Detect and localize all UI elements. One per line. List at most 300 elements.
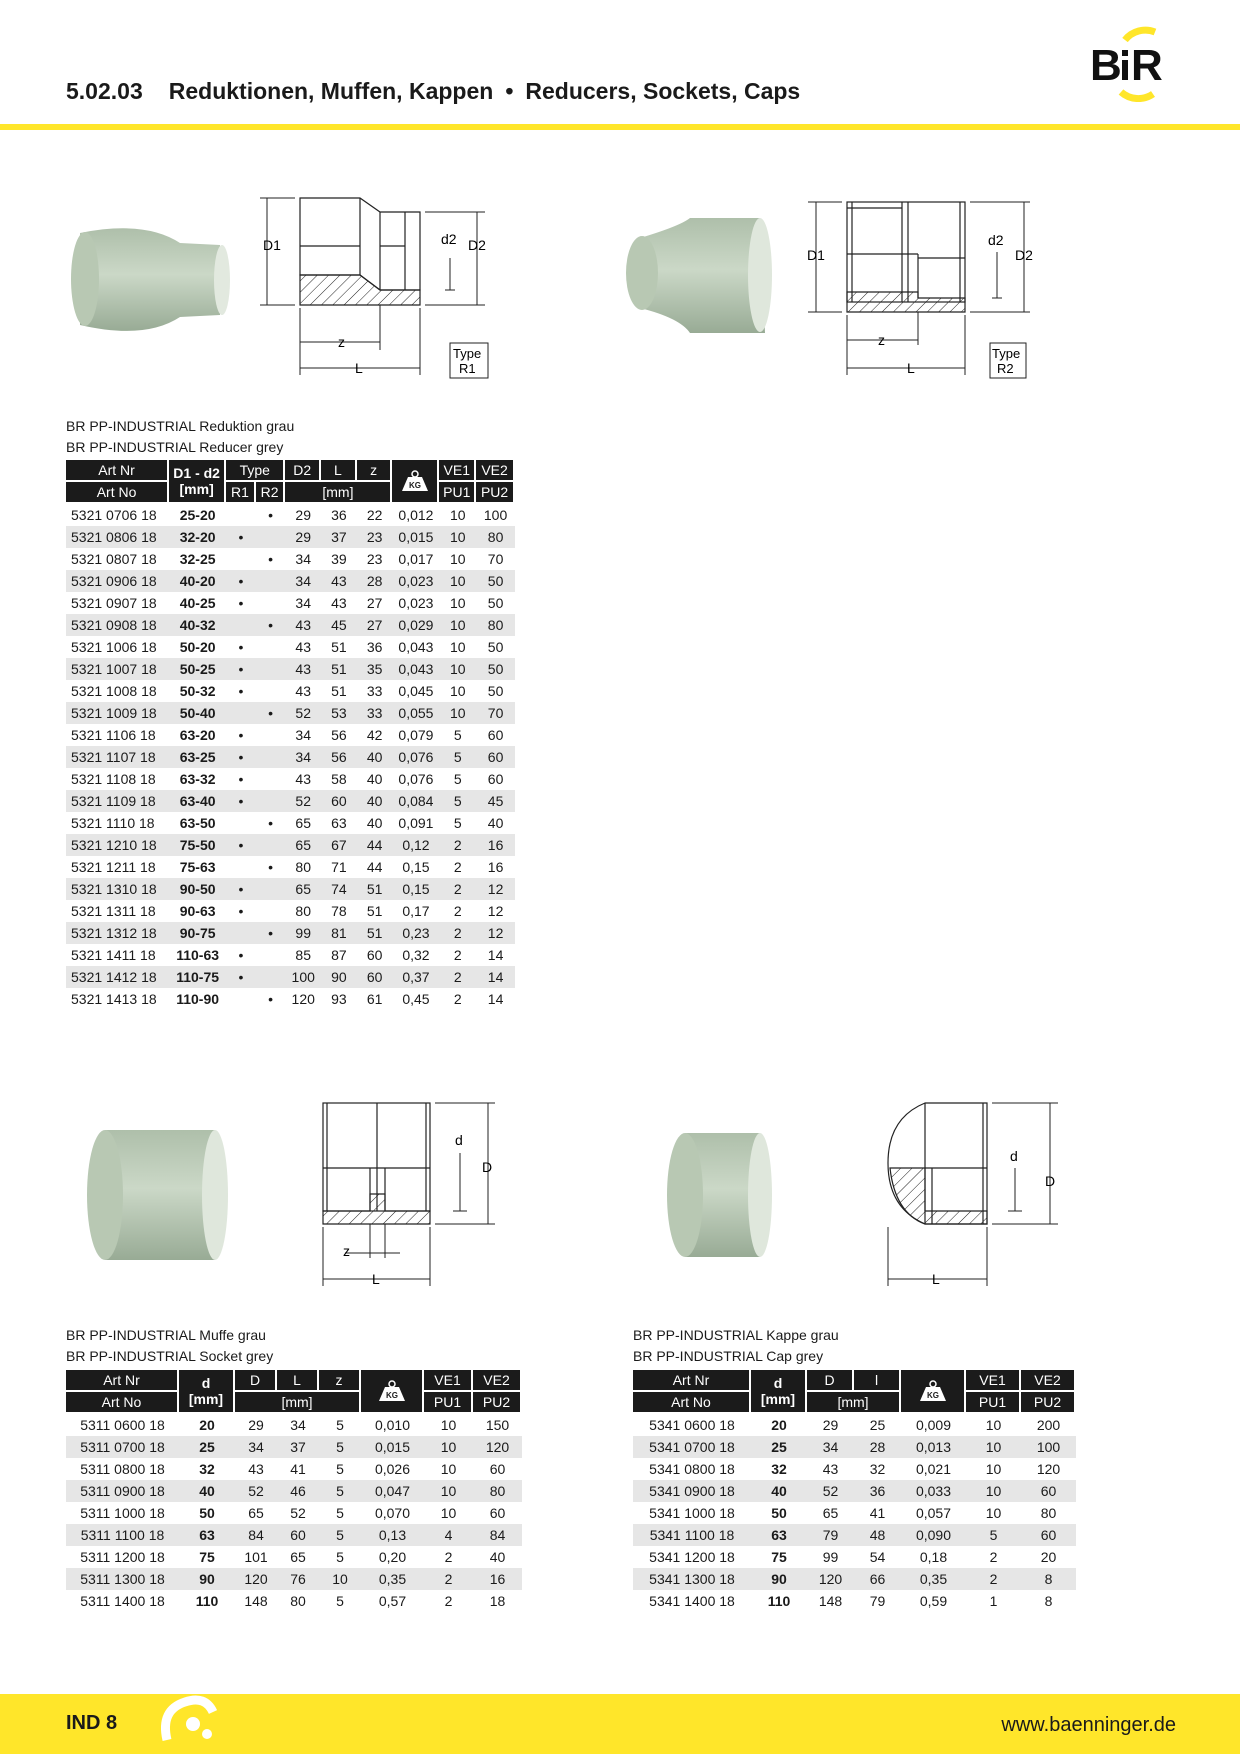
cell-kg: 0,076: [392, 746, 439, 768]
cell-D2: 65: [285, 878, 321, 900]
col-weight: [392, 460, 439, 504]
cell-ve2: 70: [476, 702, 515, 724]
cell-ve2: 16: [487, 859, 504, 875]
reducer-r2-drawing: [800, 190, 1045, 385]
socket-caption-de: BR PP-INDUSTRIAL Muffe grau: [66, 1327, 266, 1343]
cell-kg: 0,015: [361, 1436, 424, 1458]
cell-dim: 50-20: [179, 639, 216, 655]
cell-art: 5341 1000 18: [649, 1505, 735, 1521]
cell-r2: •: [256, 922, 286, 944]
cell-D2: 120: [291, 991, 315, 1007]
cell-d: 63: [179, 1524, 235, 1546]
cell-l: 28: [854, 1436, 901, 1458]
cell-D: 65: [248, 1505, 264, 1521]
cell-art: 5321 1107 18: [66, 746, 169, 768]
cell-ve2: 80: [476, 526, 515, 548]
cell-r2: [256, 724, 286, 746]
cell-r1: [226, 702, 256, 724]
cell-z: 5: [336, 1593, 344, 1609]
cell-ve2: 60: [489, 1461, 506, 1477]
reducer-r2-photo: [620, 208, 775, 343]
cell-r1: [226, 856, 256, 878]
col-pu2: PU2: [476, 482, 515, 504]
cell-z: 36: [366, 639, 383, 655]
cell-ve1: 10: [985, 1417, 1002, 1433]
cell-dim: 40-32: [169, 614, 226, 636]
cell-art: 5321 1211 18: [71, 859, 156, 875]
cell-z: 5: [319, 1480, 361, 1502]
cell-z: 5: [336, 1417, 344, 1433]
cell-l: 32: [869, 1461, 886, 1477]
cell-d: 40: [751, 1480, 807, 1502]
cell-r1: •: [226, 966, 256, 988]
cell-r1: •: [226, 526, 256, 548]
cell-kg: 0,35: [361, 1568, 424, 1590]
cell-kg: 0,055: [392, 702, 439, 724]
socket-photo: [85, 1125, 235, 1265]
col-mm: [mm]: [285, 482, 392, 504]
cell-ve2: 16: [476, 834, 515, 856]
dim-z: z: [343, 1243, 350, 1259]
cell-D: 29: [248, 1417, 264, 1433]
cell-ve1: 10: [439, 570, 476, 592]
col-r2: R2: [256, 482, 286, 504]
cell-d: 20: [199, 1417, 215, 1433]
cell-ve2: 70: [487, 551, 504, 567]
svg-text:B: B: [1090, 41, 1122, 90]
cell-D2: 43: [285, 614, 321, 636]
cell-ve2: 120: [473, 1436, 522, 1458]
cell-art: 5311 0900 18: [66, 1480, 179, 1502]
cell-kg: 0,012: [398, 507, 434, 523]
col-mm: [mm]: [807, 1392, 901, 1414]
dim-d2: d2: [441, 231, 457, 247]
reducer-r1-photo: [70, 215, 235, 345]
cell-ve1: 10: [424, 1436, 473, 1458]
cell-kg: 0,23: [392, 922, 439, 944]
cell-r1: •: [238, 683, 244, 699]
dim-D1: D1: [263, 237, 281, 253]
cell-kg: 0,029: [392, 614, 439, 636]
cell-r2: [256, 680, 286, 702]
col-d: d [mm]: [179, 1370, 235, 1414]
cell-kg: 0,009: [915, 1417, 952, 1433]
table-row: [66, 636, 515, 658]
table-row: [633, 1546, 1076, 1568]
cell-d: 25: [751, 1436, 807, 1458]
col-art-nr: Art Nr: [66, 1370, 179, 1392]
table-row: [633, 1568, 1076, 1590]
cell-ve1: 5: [439, 790, 476, 812]
col-art-nr: Art Nr: [633, 1370, 751, 1392]
cell-L: 37: [277, 1436, 319, 1458]
col-art-no: Art No: [66, 1392, 179, 1414]
cell-art: 5311 0700 18: [66, 1436, 179, 1458]
cell-L: 51: [321, 658, 357, 680]
cell-ve2: 50: [487, 683, 504, 699]
cell-d: 90: [179, 1568, 235, 1590]
col-D: D: [235, 1370, 277, 1392]
cell-r2: [256, 944, 286, 966]
cell-dim: 32-25: [179, 551, 216, 567]
cell-r1: •: [238, 903, 244, 919]
cell-D2: 99: [285, 922, 321, 944]
cell-z: 51: [366, 903, 383, 919]
cell-D: 34: [235, 1436, 277, 1458]
cell-d: 32: [771, 1461, 787, 1477]
cap-photo: [665, 1125, 775, 1265]
cell-r2: [256, 900, 286, 922]
col-L: L: [277, 1370, 319, 1392]
cell-D2: 100: [285, 966, 321, 988]
cell-r1: •: [238, 639, 244, 655]
table-row: [66, 592, 515, 614]
table-row: [66, 768, 515, 790]
cap-caption-de: BR PP-INDUSTRIAL Kappe grau: [633, 1327, 839, 1343]
svg-text:KG: KG: [385, 1391, 398, 1400]
page-number: IND 8: [66, 1712, 118, 1734]
cell-D: 34: [807, 1436, 854, 1458]
cell-L: 87: [331, 947, 347, 963]
cell-r2: [256, 878, 286, 900]
cell-art: 5321 1312 18: [66, 922, 169, 944]
cell-r1: •: [238, 727, 244, 743]
cell-ve1: 5: [453, 771, 462, 787]
cell-L: 36: [331, 507, 347, 523]
cell-D2: 34: [295, 727, 311, 743]
table-row: [66, 1590, 522, 1612]
cell-art: 5321 0706 18: [71, 507, 157, 523]
cell-art: 5321 0806 18: [66, 526, 169, 548]
table-row: [633, 1524, 1076, 1546]
cell-dim: 63-20: [179, 727, 216, 743]
header-rule: [0, 124, 1240, 130]
cell-art: 5321 1412 18: [66, 966, 169, 988]
cell-r2: •: [268, 815, 274, 831]
cell-ve2: 14: [487, 947, 504, 963]
cell-kg: 0,15: [392, 878, 439, 900]
cell-kg: 0,090: [901, 1524, 966, 1546]
cell-r1: •: [238, 595, 244, 611]
svg-text:R: R: [1131, 41, 1163, 90]
cell-z: 40: [357, 790, 393, 812]
type-label: Type: [992, 346, 1021, 361]
cell-dim: 40-20: [169, 570, 226, 592]
cell-ve1: 10: [439, 702, 476, 724]
cell-ve2: 40: [489, 1549, 506, 1565]
cell-ve1: 4: [424, 1524, 473, 1546]
cell-r1: [226, 922, 256, 944]
cell-art: 5321 0807 18: [71, 551, 157, 567]
cell-art: 5341 1200 18: [649, 1549, 735, 1565]
table-row: [633, 1502, 1076, 1524]
cell-ve2: 12: [487, 903, 504, 919]
cell-z: 61: [366, 991, 383, 1007]
table-row: [66, 614, 515, 636]
table-row: [66, 922, 515, 944]
cell-ve1: 10: [440, 1461, 457, 1477]
cell-kg: 0,084: [392, 790, 439, 812]
cell-ve2: 100: [1021, 1436, 1076, 1458]
cell-L: 43: [321, 570, 357, 592]
cell-ve2: 84: [473, 1524, 522, 1546]
cell-D: 148: [818, 1593, 843, 1609]
cell-z: 51: [357, 922, 393, 944]
dim-L: L: [372, 1271, 380, 1287]
cell-kg: 0,045: [398, 683, 434, 699]
cell-ve2: 8: [1021, 1568, 1076, 1590]
cell-z: 10: [319, 1568, 361, 1590]
col-D: D: [807, 1370, 854, 1392]
cell-art: 5321 1106 18: [71, 727, 156, 743]
cell-D: 65: [822, 1505, 839, 1521]
cell-art: 5311 0800 18: [80, 1461, 165, 1477]
cell-ve1: 10: [440, 1505, 457, 1521]
cell-L: 34: [290, 1417, 306, 1433]
cell-r1: [226, 812, 256, 834]
svg-text:KG: KG: [408, 481, 421, 490]
cell-r2: [256, 746, 286, 768]
cell-ve1: 10: [439, 658, 476, 680]
cell-l: 79: [869, 1593, 886, 1609]
socket-table: [66, 1370, 522, 1612]
cell-d: 50: [771, 1505, 787, 1521]
table-row: [66, 746, 515, 768]
table-row: [633, 1436, 1076, 1458]
table-row: [66, 1524, 522, 1546]
dim-z: z: [878, 332, 885, 348]
table-row: [633, 1590, 1076, 1612]
cell-dim: 32-20: [169, 526, 226, 548]
col-pu1: PU1: [424, 1392, 473, 1414]
cell-l: 48: [854, 1524, 901, 1546]
reducer-r1-drawing: [255, 190, 500, 385]
cell-kg: 0,12: [392, 834, 439, 856]
cell-art: 5341 0700 18: [633, 1436, 751, 1458]
cell-ve1: 2: [453, 991, 462, 1007]
website-link[interactable]: www.baenninger.de: [1001, 1714, 1176, 1736]
cell-L: 58: [331, 771, 347, 787]
cell-L: 45: [321, 614, 357, 636]
cell-kg: 0,079: [398, 727, 434, 743]
cell-ve1: 10: [440, 1417, 457, 1433]
table-row: [633, 1458, 1076, 1480]
cell-art: 5321 1009 18: [66, 702, 169, 724]
cell-r2: •: [268, 507, 274, 523]
col-mm: [mm]: [235, 1392, 361, 1414]
cell-ve2: 60: [489, 1505, 506, 1521]
col-ve1: VE1: [424, 1370, 473, 1392]
col-pu2: PU2: [1021, 1392, 1076, 1414]
cell-D2: 34: [295, 595, 311, 611]
table-row: [66, 570, 515, 592]
cell-art: 5341 1400 18: [649, 1593, 735, 1609]
cell-ve2: 45: [476, 790, 515, 812]
cell-d: 32: [199, 1461, 215, 1477]
reducer-caption: [66, 416, 294, 458]
cell-ve1: 2: [444, 1549, 453, 1565]
cell-ve1: 10: [985, 1461, 1002, 1477]
cell-r2: [256, 658, 286, 680]
cell-dim: 110-90: [176, 991, 220, 1007]
cell-kg: 0,070: [374, 1505, 411, 1521]
cell-D: 43: [248, 1461, 264, 1477]
cell-dim: 110-75: [169, 966, 226, 988]
cell-l: 25: [869, 1417, 886, 1433]
table-row: [66, 856, 515, 878]
cell-kg: 0,043: [398, 639, 434, 655]
socket-caption: [66, 1325, 273, 1367]
cell-D2: 52: [285, 702, 321, 724]
svg-text:KG: KG: [926, 1391, 939, 1400]
cap-drawing: [880, 1098, 1070, 1293]
cell-r1: •: [226, 658, 256, 680]
col-pu2: PU2: [473, 1392, 522, 1414]
cell-ve1: 2: [424, 1568, 473, 1590]
cell-art: 5321 1210 18: [66, 834, 169, 856]
cell-kg: 0,37: [392, 966, 439, 988]
cell-r1: •: [226, 570, 256, 592]
cell-L: 80: [290, 1593, 306, 1609]
cell-D: 52: [235, 1480, 277, 1502]
cell-z: 28: [357, 570, 393, 592]
dim-D2: D2: [1015, 247, 1033, 263]
cap-caption: [633, 1325, 839, 1367]
cell-D2: 29: [285, 526, 321, 548]
cell-dim: 75-50: [169, 834, 226, 856]
cell-L: 51: [331, 683, 347, 699]
cell-r2: [256, 790, 286, 812]
cell-kg: 0,026: [374, 1461, 411, 1477]
table-row: [66, 504, 515, 526]
cell-D: 84: [235, 1524, 277, 1546]
socket-caption-en: BR PP-INDUSTRIAL Socket grey: [66, 1348, 274, 1364]
cell-ve1: 2: [439, 878, 476, 900]
cell-r2: •: [256, 614, 286, 636]
cell-r1: [226, 614, 256, 636]
cell-d: 110: [195, 1593, 219, 1609]
cell-ve1: 10: [449, 595, 466, 611]
col-pu1: PU1: [966, 1392, 1021, 1414]
cell-ve2: 40: [487, 815, 504, 831]
cell-ve1: 5: [453, 815, 462, 831]
table-row: [66, 1458, 522, 1480]
col-type: Type: [226, 460, 285, 482]
cell-D: 148: [244, 1593, 268, 1609]
cell-kg: 0,20: [378, 1549, 407, 1565]
cell-z: 35: [357, 658, 393, 680]
cell-z: 33: [357, 702, 393, 724]
table-row: [66, 1546, 522, 1568]
cell-ve1: 10: [439, 526, 476, 548]
cell-z: 40: [366, 815, 383, 831]
col-ve2: VE2: [1021, 1370, 1076, 1392]
cell-L: 37: [321, 526, 357, 548]
cell-l: 41: [869, 1505, 886, 1521]
cell-ve2: 8: [1044, 1593, 1053, 1609]
cell-ve1: 1: [989, 1593, 998, 1609]
cell-dim: 50-25: [169, 658, 226, 680]
weight-icon: [377, 1380, 407, 1402]
page-title: [66, 78, 800, 105]
cell-dim: 25-20: [179, 507, 216, 523]
cell-z: 23: [366, 551, 383, 567]
cell-z: 27: [357, 614, 393, 636]
cell-art: 5321 1109 18: [66, 790, 169, 812]
cell-dim: 63-32: [179, 771, 216, 787]
cell-ve2: 16: [473, 1568, 522, 1590]
cell-art: 5321 1110 18: [71, 815, 155, 831]
cap-caption-en: BR PP-INDUSTRIAL Cap grey: [633, 1348, 824, 1364]
table-row: [66, 900, 515, 922]
col-r1: R1: [226, 482, 256, 504]
cell-D: 120: [807, 1568, 854, 1590]
cell-L: 63: [331, 815, 347, 831]
cell-r1: •: [238, 771, 244, 787]
table-row: [66, 878, 515, 900]
cell-d: 75: [771, 1549, 787, 1565]
cell-kg: 0,023: [392, 570, 439, 592]
cell-ve1: 2: [439, 834, 476, 856]
cell-D2: 43: [295, 639, 311, 655]
table-row: [66, 834, 515, 856]
reducer-caption-en: BR PP-INDUSTRIAL Reducer grey: [66, 439, 284, 455]
cell-art: 5311 1300 18: [66, 1568, 179, 1590]
cell-dim: 63-40: [169, 790, 226, 812]
cell-l: 54: [869, 1549, 886, 1565]
cell-dim: 40-25: [179, 595, 216, 611]
cell-dim: 90-50: [169, 878, 226, 900]
cell-kg: 0,017: [398, 551, 434, 567]
cell-ve2: 80: [473, 1480, 522, 1502]
cell-D2: 29: [295, 507, 311, 523]
cell-ve2: 50: [487, 595, 504, 611]
cell-ve2: 200: [1036, 1417, 1061, 1433]
cell-dim: 63-25: [169, 746, 226, 768]
cell-art: 5321 1108 18: [71, 771, 156, 787]
cell-art: 5321 1006 18: [71, 639, 157, 655]
reducer-table: [66, 460, 515, 1010]
cell-ve1: 5: [966, 1524, 1021, 1546]
cell-d: 110: [767, 1593, 791, 1609]
cell-kg: 0,57: [378, 1593, 407, 1609]
dim-z: z: [338, 334, 345, 350]
cell-ve1: 2: [439, 966, 476, 988]
cell-z: 27: [366, 595, 383, 611]
type-r1-label: R1: [459, 361, 476, 376]
weight-icon: [400, 470, 430, 492]
cell-z: 60: [366, 947, 383, 963]
col-L: L: [321, 460, 357, 482]
cell-art: 5321 1311 18: [71, 903, 156, 919]
cell-art: 5311 1000 18: [80, 1505, 165, 1521]
cell-L: 65: [290, 1549, 306, 1565]
cell-z: 33: [366, 683, 383, 699]
cell-D2: 43: [295, 771, 311, 787]
col-ve1: VE1: [439, 460, 476, 482]
col-z: z: [357, 460, 393, 482]
type-label: Type: [453, 346, 482, 361]
cell-L: 81: [321, 922, 357, 944]
cell-ve1: 2: [439, 922, 476, 944]
cell-kg: 0,010: [374, 1417, 411, 1433]
cell-kg: 0,35: [901, 1568, 966, 1590]
table-row: [66, 702, 515, 724]
cell-art: 5321 1413 18: [71, 991, 157, 1007]
cell-D2: 34: [295, 551, 311, 567]
cell-ve2: 14: [487, 991, 504, 1007]
cell-ve2: 60: [1021, 1480, 1076, 1502]
